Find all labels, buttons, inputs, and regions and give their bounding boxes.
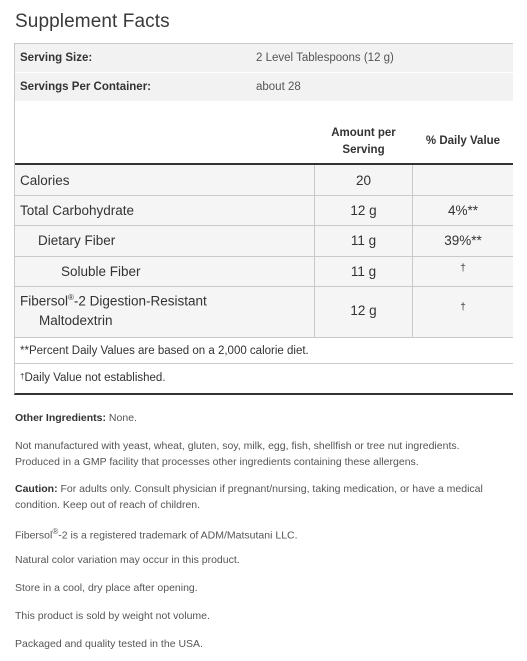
nutrient-amount: 11 g [350,264,377,279]
page-title: Supplement Facts [15,11,170,32]
column-divider [412,165,413,337]
nutrient-amount: 12 g [350,303,377,318]
nutrient-amount: 12 g [350,203,377,218]
nutrient-name-prefix: Fibersol [20,293,69,309]
trademark-suffix: -2 is a registered trademark of ADM/Matsutani LLC. [58,529,298,542]
nutrient-amount: 20 [355,173,372,188]
other-ingredients [15,410,505,426]
storage-note: Store in a cool, dry place after opening. [15,582,198,594]
packaged-note: Packaged and quality tested in the USA. [15,638,203,650]
registered-mark: ® [52,527,59,536]
nutrient-dv: † [460,302,466,313]
nutrient-name-suffix: -2 Digestion-Resistant [73,293,207,309]
nutrient-dv: † [460,263,466,274]
servings-per-container-label: Servings Per Container: [20,81,152,93]
serving-size-row [15,44,513,72]
amount-per-serving-header [315,125,412,159]
nutrient-name [20,293,207,309]
nutrient-name: Dietary Fiber [38,233,116,248]
servings-per-container-row [15,73,513,101]
percent-dv-footnote: **Percent Daily Values are based on a 2,000 calorie diet. [20,345,309,357]
caution-line [15,481,505,497]
nutrient-row-dietary-fiber [15,226,513,256]
allergen-line: Produced in a GMP facility that processes other ingredients containing these allergens. [15,456,419,468]
caution-line: condition. Keep out of reach of children. [15,499,201,511]
nutrient-name-line2: Maltodextrin [39,313,113,328]
nutrient-name: Calories [20,173,70,188]
supplement-facts-table [14,43,513,395]
footnote-divider [15,363,513,364]
nutrient-row-calories [15,165,513,195]
nutrient-dv: 4%** [447,203,479,218]
trademark-statement [15,524,505,544]
caution-text: For adults only. Consult physician if pregnant/nursing, taking medication, or have a medical [57,483,483,495]
other-ingredients-label: Other Ingredients: [15,412,107,424]
allergen-statement [15,438,505,470]
serving-size-label: Serving Size: [20,52,93,64]
caution-statement [15,481,505,513]
nutrient-name: Soluble Fiber [61,264,141,279]
color-variation-note: Natural color variation may occur in this product. [15,554,240,566]
amount-header-line2: Serving [342,144,385,156]
nutrient-row-fibersol [15,287,513,337]
registered-mark: ® [68,293,74,302]
trademark-prefix: Fibersol [15,529,53,542]
serving-size-value: 2 Level Tablespoons (12 g) [256,52,394,64]
dv-not-established-text: Daily Value not established. [24,372,166,384]
daily-value-header: % Daily Value [425,135,501,147]
servings-per-container-value: about 28 [256,81,301,93]
dv-not-established-footnote [20,372,166,384]
weight-note: This product is sold by weight not volume. [15,610,210,622]
nutrient-name: Total Carbohydrate [20,203,135,218]
column-divider [314,165,315,337]
other-ingredients-value: None. [106,412,137,424]
nutrient-amount: 11 g [350,233,377,248]
caution-label: Caution: [15,483,58,495]
dagger-symbol: † [20,372,25,381]
table-bottom-rule [15,337,513,338]
allergen-line: Not manufactured with yeast, wheat, gluten, soy, milk, egg, fish, shellfish or tree nut ingredients. [15,440,460,452]
nutrient-dv: 39%** [444,233,482,248]
amount-header-line1: Amount per [331,127,396,139]
nutrient-row-soluble-fiber [15,257,513,286]
nutrient-row-total-carbohydrate [15,196,513,225]
